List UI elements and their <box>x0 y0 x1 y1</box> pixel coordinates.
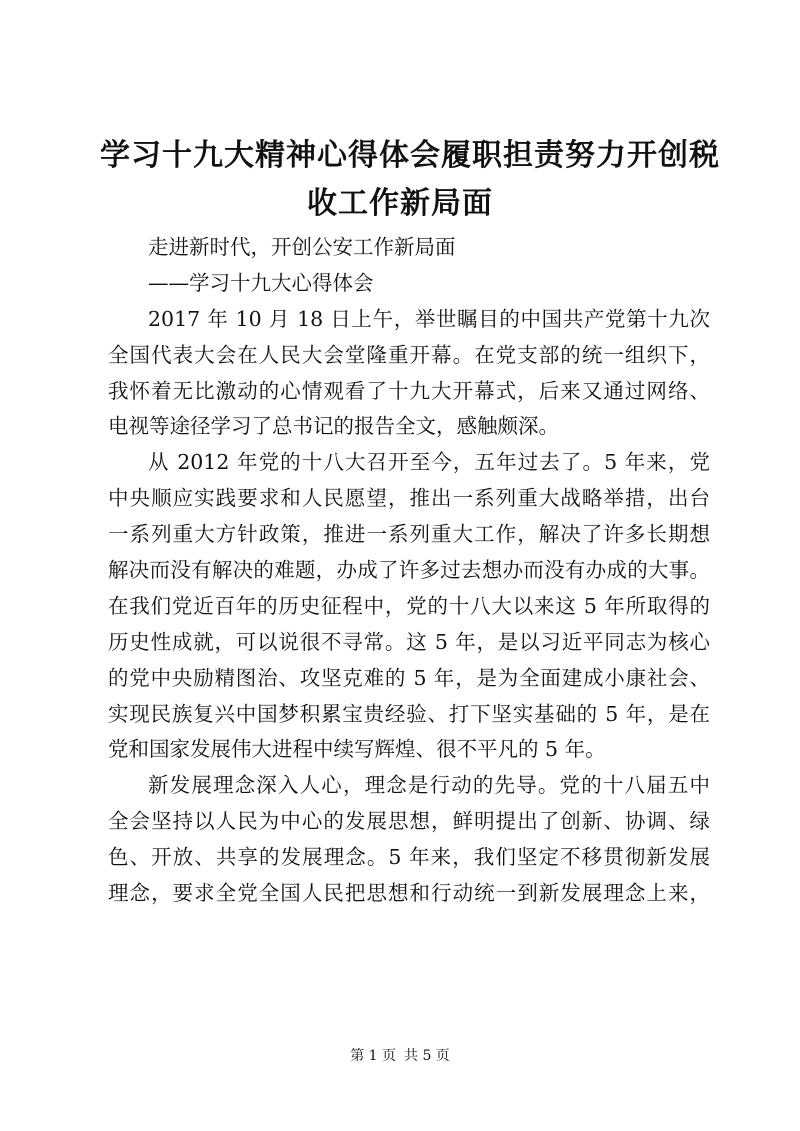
paragraph-3-line-1: 新发展理念深入人心，理念是行动的先导。党的十八届五中 <box>148 773 710 798</box>
subheading: ——学习十九大心得体会 <box>148 270 374 295</box>
page-total: 共 5 页 <box>404 1048 450 1064</box>
paragraph-2-line-3: 一系列重大方针政策，推进一系列重大工作，解决了许多长期想 <box>108 522 710 547</box>
document-body <box>108 230 710 912</box>
document-title <box>100 132 720 228</box>
paragraph-1-line-3: 我怀着无比激动的心情观看了十九大开幕式，后来又通过网络、 <box>108 378 710 403</box>
paragraph-2-line-9: 党和国家发展伟大进程中续写辉煌、很不平凡的 5 年。 <box>108 737 606 762</box>
paragraph-2-line-7: 的党中央励精图治、攻坚克难的 5 年，是为全面建成小康社会、 <box>108 665 710 690</box>
paragraph-1-line-4: 电视等途径学习了总书记的报告全文，感触颇深。 <box>108 414 559 439</box>
subtitle: 走进新时代，开创公安工作新局面 <box>148 235 456 259</box>
paragraph-2-line-2: 中央顺应实践要求和人民愿望，推出一系列重大战略举措，出台 <box>108 486 710 511</box>
paragraph-1-line-2: 全国代表大会在人民大会堂隆重开幕。在党支部的统一组织下， <box>108 342 710 367</box>
paragraph-3-line-2: 全会坚持以人民为中心的发展思想，鲜明提出了创新、协调、绿 <box>108 809 710 834</box>
page-number: 第 1 页 <box>350 1048 396 1064</box>
paragraph-2-line-1: 从 2012 年党的十八大召开至今，五年过去了。5 年来，党 <box>148 450 710 475</box>
title-line-2: 收工作新局面 <box>307 186 493 221</box>
paragraph-2-line-4: 解决而没有解决的难题，办成了许多过去想办而没有办成的大事。 <box>108 558 710 583</box>
paragraph-3-line-4: 理念，要求全党全国人民把思想和行动统一到新发展理念上来， <box>108 881 710 906</box>
paragraph-2-line-8: 实现民族复兴中国梦积累宝贵经验、打下坚实基础的 5 年，是在 <box>108 701 710 726</box>
page-footer <box>0 1047 800 1065</box>
title-line-1: 学习十九大精神心得体会履职担责努力开创税 <box>100 138 720 173</box>
paragraph-2-line-5: 在我们党近百年的历史征程中，党的十八大以来这 5 年所取得的 <box>108 593 710 618</box>
paragraph-2-line-6: 历史性成就，可以说很不寻常。这 5 年，是以习近平同志为核心 <box>108 629 710 654</box>
paragraph-1-line-1: 2017 年 10 月 18 日上午，举世瞩目的中国共产党第十九次 <box>148 306 710 331</box>
paragraph-3-line-3: 色、开放、共享的发展理念。5 年来，我们坚定不移贯彻新发展 <box>108 845 710 870</box>
